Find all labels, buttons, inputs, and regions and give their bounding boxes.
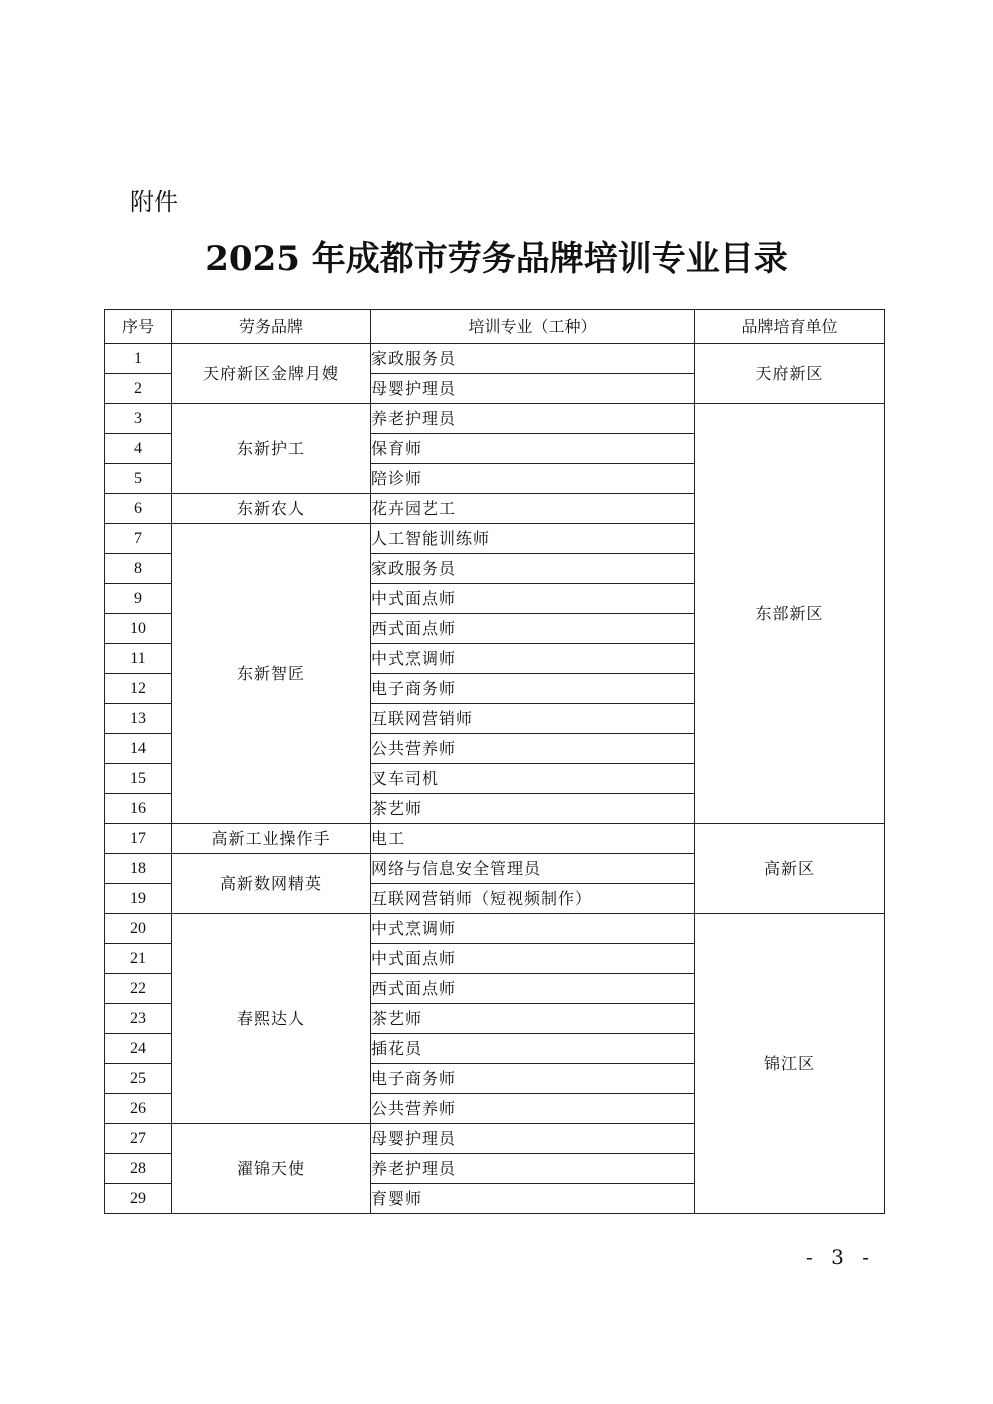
header-major: 培训专业（工种）	[371, 310, 695, 344]
row-number: 24	[105, 1034, 172, 1064]
major-cell: 保育师	[371, 434, 695, 464]
major-cell: 西式面点师	[371, 974, 695, 1004]
brand-cell: 天府新区金牌月嫂	[172, 344, 371, 404]
row-number: 21	[105, 944, 172, 974]
row-number: 17	[105, 824, 172, 854]
major-cell: 养老护理员	[371, 1154, 695, 1184]
row-number: 14	[105, 734, 172, 764]
major-cell: 茶艺师	[371, 794, 695, 824]
major-cell: 网络与信息安全管理员	[371, 854, 695, 884]
header-num: 序号	[105, 310, 172, 344]
brand-cell: 濯锦天使	[172, 1124, 371, 1214]
brand-cell: 春熙达人	[172, 914, 371, 1124]
major-cell: 中式烹调师	[371, 914, 695, 944]
unit-cell: 高新区	[695, 824, 885, 914]
header-unit: 品牌培育单位	[695, 310, 885, 344]
major-cell: 互联网营销师（短视频制作）	[371, 884, 695, 914]
row-number: 25	[105, 1064, 172, 1094]
row-number: 6	[105, 494, 172, 524]
major-cell: 电工	[371, 824, 695, 854]
row-number: 1	[105, 344, 172, 374]
header-brand: 劳务品牌	[172, 310, 371, 344]
major-cell: 育婴师	[371, 1184, 695, 1214]
major-cell: 互联网营销师	[371, 704, 695, 734]
brand-cell: 东新农人	[172, 494, 371, 524]
brand-cell: 东新智匠	[172, 524, 371, 824]
brand-cell: 高新数网精英	[172, 854, 371, 914]
row-number: 2	[105, 374, 172, 404]
major-cell: 母婴护理员	[371, 1124, 695, 1154]
attachment-label: 附件	[130, 188, 178, 216]
row-number: 8	[105, 554, 172, 584]
row-number: 12	[105, 674, 172, 704]
row-number: 15	[105, 764, 172, 794]
unit-cell: 东部新区	[695, 404, 885, 824]
row-number: 20	[105, 914, 172, 944]
row-number: 5	[105, 464, 172, 494]
major-cell: 家政服务员	[371, 554, 695, 584]
training-catalog-table	[104, 309, 885, 1214]
major-cell: 人工智能训练师	[371, 524, 695, 554]
table-row	[105, 344, 885, 374]
brand-cell: 东新护工	[172, 404, 371, 494]
row-number: 4	[105, 434, 172, 464]
row-number: 29	[105, 1184, 172, 1214]
major-cell: 叉车司机	[371, 764, 695, 794]
row-number: 16	[105, 794, 172, 824]
row-number: 9	[105, 584, 172, 614]
major-cell: 家政服务员	[371, 344, 695, 374]
major-cell: 陪诊师	[371, 464, 695, 494]
major-cell: 电子商务师	[371, 674, 695, 704]
page-number: - 3 -	[806, 1245, 875, 1269]
unit-cell: 天府新区	[695, 344, 885, 404]
row-number: 22	[105, 974, 172, 1004]
row-number: 3	[105, 404, 172, 434]
major-cell: 中式面点师	[371, 944, 695, 974]
row-number: 10	[105, 614, 172, 644]
major-cell: 公共营养师	[371, 1094, 695, 1124]
table-row	[105, 404, 885, 434]
row-number: 7	[105, 524, 172, 554]
document-title: 2025 年成都市劳务品牌培训专业目录	[205, 239, 788, 279]
major-cell: 西式面点师	[371, 614, 695, 644]
major-cell: 母婴护理员	[371, 374, 695, 404]
row-number: 23	[105, 1004, 172, 1034]
row-number: 19	[105, 884, 172, 914]
major-cell: 电子商务师	[371, 1064, 695, 1094]
major-cell: 公共营养师	[371, 734, 695, 764]
major-cell: 茶艺师	[371, 1004, 695, 1034]
major-cell: 插花员	[371, 1034, 695, 1064]
brand-cell: 高新工业操作手	[172, 824, 371, 854]
row-number: 26	[105, 1094, 172, 1124]
table-row	[105, 914, 885, 944]
major-cell: 中式面点师	[371, 584, 695, 614]
major-cell: 花卉园艺工	[371, 494, 695, 524]
major-cell: 中式烹调师	[371, 644, 695, 674]
row-number: 13	[105, 704, 172, 734]
row-number: 18	[105, 854, 172, 884]
table-header-row	[105, 310, 885, 344]
major-cell: 养老护理员	[371, 404, 695, 434]
unit-cell: 锦江区	[695, 914, 885, 1214]
table-row	[105, 824, 885, 854]
row-number: 28	[105, 1154, 172, 1184]
row-number: 11	[105, 644, 172, 674]
row-number: 27	[105, 1124, 172, 1154]
